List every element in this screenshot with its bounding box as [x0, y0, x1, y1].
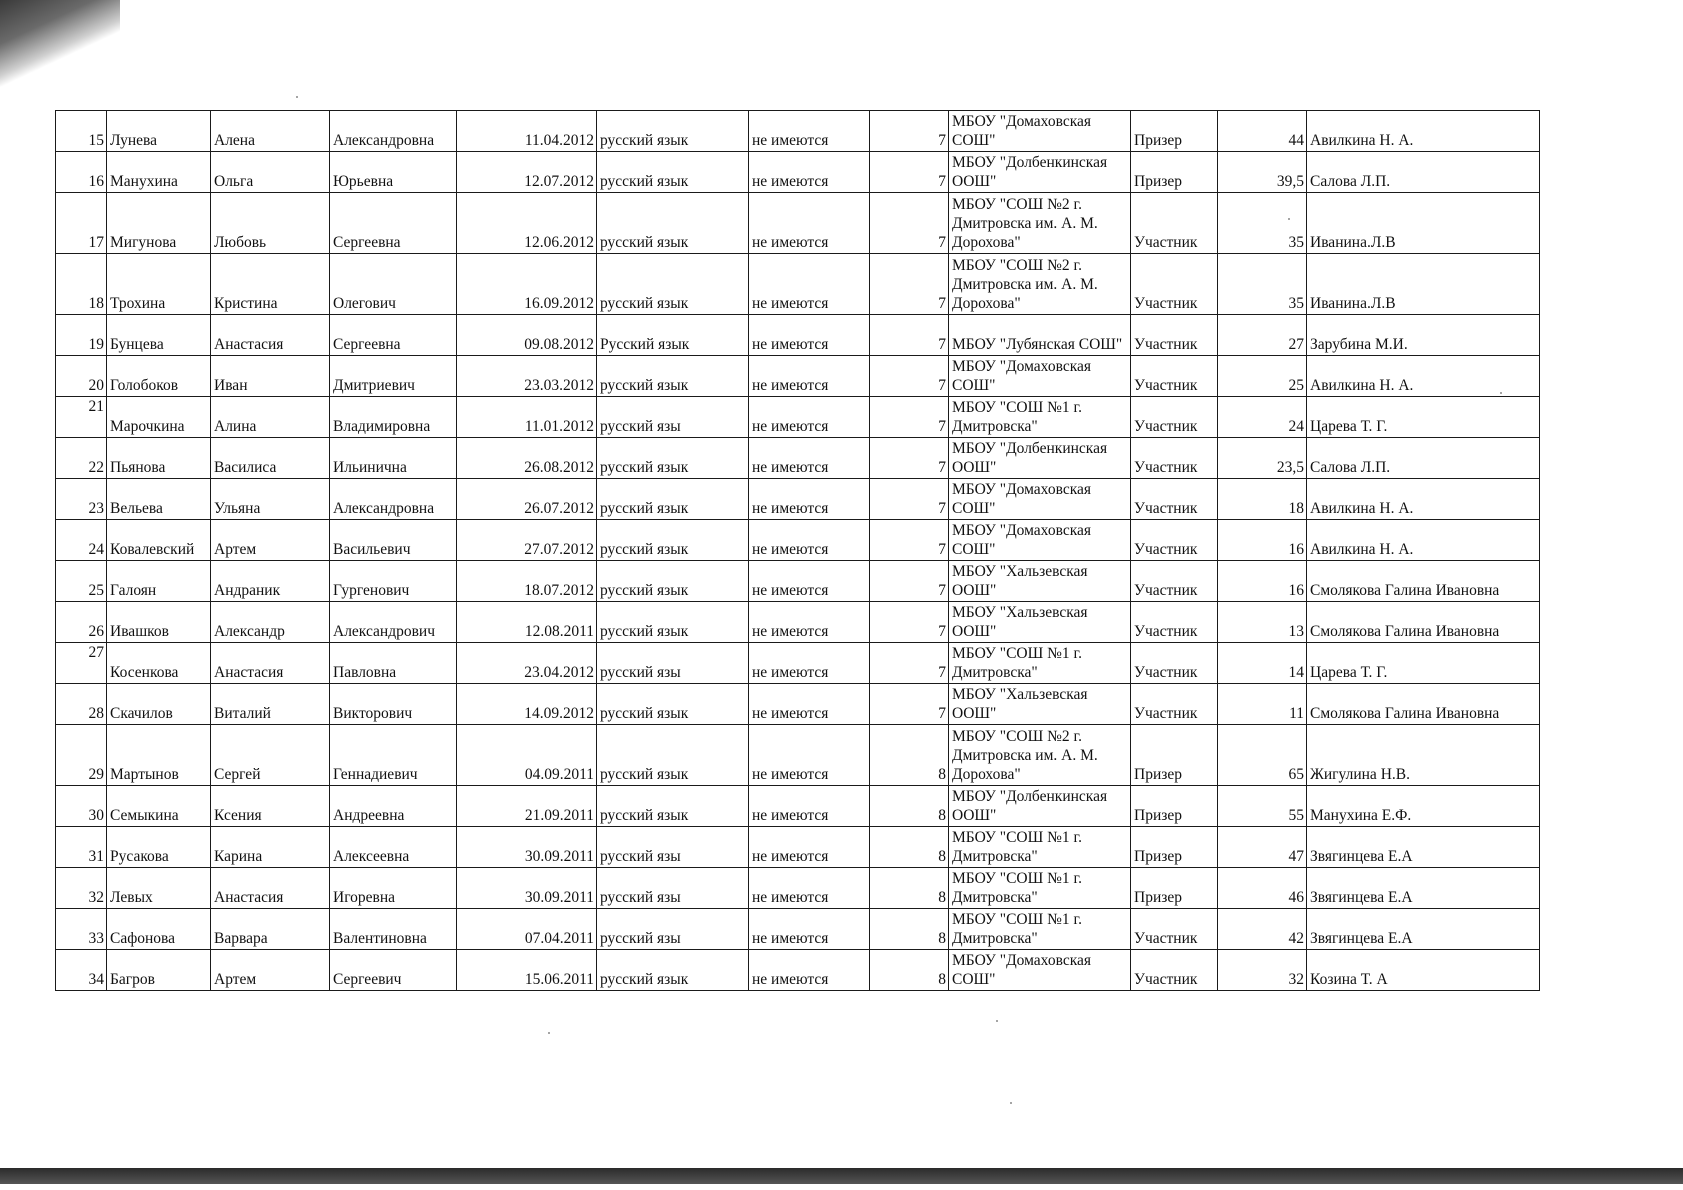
cell-school-name: МБОУ "Долбенкинская ООШ" — [949, 438, 1131, 479]
cell-score: 32 — [1218, 950, 1307, 991]
cell-school-name: МБОУ "Хальзевская ООШ" — [949, 684, 1131, 725]
cell-teacher-name: Авилкина Н. А. — [1307, 356, 1540, 397]
cell-birth-date: 23.03.2012 — [457, 356, 597, 397]
cell-subject: русский язы — [597, 909, 749, 950]
cell-school-name: МБОУ "Домаховская СОШ" — [949, 950, 1131, 991]
cell-first-name: Алина — [211, 397, 330, 438]
table-row — [56, 786, 1540, 827]
cell-result-status: Участник — [1131, 438, 1218, 479]
scan-speck — [296, 96, 298, 98]
participants-table — [55, 110, 1540, 991]
table-row — [56, 254, 1540, 315]
table-row — [56, 950, 1540, 991]
cell-first-name: Кристина — [211, 254, 330, 315]
cell-grade: 8 — [870, 868, 949, 909]
cell-grade: 8 — [870, 786, 949, 827]
cell-first-name: Сергей — [211, 725, 330, 786]
cell-last-name: Вельева — [107, 479, 211, 520]
cell-school-name: МБОУ "Домаховская СОШ" — [949, 356, 1131, 397]
cell-teacher-name: Смолякова Галина Ивановна — [1307, 684, 1540, 725]
cell-score: 16 — [1218, 520, 1307, 561]
cell-row-number: 18 — [56, 254, 107, 315]
cell-patronymic: Александровна — [330, 111, 457, 152]
cell-result-status: Призер — [1131, 725, 1218, 786]
cell-score: 44 — [1218, 111, 1307, 152]
cell-first-name: Анастасия — [211, 643, 330, 684]
cell-last-name: Голобоков — [107, 356, 211, 397]
table-row — [56, 684, 1540, 725]
scan-speck — [1010, 1102, 1012, 1104]
cell-patronymic: Сергеевна — [330, 315, 457, 356]
cell-grade: 8 — [870, 827, 949, 868]
cell-birth-date: 11.04.2012 — [457, 111, 597, 152]
cell-grade: 8 — [870, 909, 949, 950]
cell-score: 47 — [1218, 827, 1307, 868]
cell-grade: 7 — [870, 397, 949, 438]
cell-subject: русский язык — [597, 684, 749, 725]
table-row — [56, 827, 1540, 868]
cell-grade: 7 — [870, 479, 949, 520]
cell-disability-status: не имеются — [749, 520, 870, 561]
cell-birth-date: 11.01.2012 — [457, 397, 597, 438]
cell-row-number: 17 — [56, 193, 107, 254]
cell-birth-date: 16.09.2012 — [457, 254, 597, 315]
cell-teacher-name: Авилкина Н. А. — [1307, 479, 1540, 520]
cell-disability-status: не имеются — [749, 479, 870, 520]
cell-teacher-name: Звягинцева Е.А — [1307, 868, 1540, 909]
cell-birth-date: 21.09.2011 — [457, 786, 597, 827]
cell-result-status: Участник — [1131, 315, 1218, 356]
table-row — [56, 438, 1540, 479]
cell-last-name: Ивашков — [107, 602, 211, 643]
cell-last-name: Сафонова — [107, 909, 211, 950]
cell-result-status: Участник — [1131, 643, 1218, 684]
scan-bottom-edge — [0, 1168, 1683, 1184]
cell-disability-status: не имеются — [749, 909, 870, 950]
cell-row-number: 27 — [56, 643, 107, 684]
cell-patronymic: Ильинична — [330, 438, 457, 479]
cell-last-name: Левых — [107, 868, 211, 909]
cell-score: 23,5 — [1218, 438, 1307, 479]
cell-grade: 7 — [870, 193, 949, 254]
cell-grade: 7 — [870, 684, 949, 725]
cell-school-name: МБОУ "Домаховская СОШ" — [949, 479, 1131, 520]
cell-subject: русский язык — [597, 438, 749, 479]
table-row — [56, 152, 1540, 193]
cell-first-name: Анастасия — [211, 315, 330, 356]
cell-patronymic: Викторович — [330, 684, 457, 725]
cell-teacher-name: Авилкина Н. А. — [1307, 520, 1540, 561]
cell-school-name: МБОУ "Домаховская СОШ" — [949, 520, 1131, 561]
cell-subject: русский язы — [597, 643, 749, 684]
cell-result-status: Участник — [1131, 602, 1218, 643]
cell-score: 11 — [1218, 684, 1307, 725]
cell-row-number: 15 — [56, 111, 107, 152]
cell-last-name: Русакова — [107, 827, 211, 868]
cell-birth-date: 14.09.2012 — [457, 684, 597, 725]
cell-result-status: Призер — [1131, 111, 1218, 152]
scan-speck — [548, 1032, 550, 1034]
cell-row-number: 25 — [56, 561, 107, 602]
cell-score: 42 — [1218, 909, 1307, 950]
cell-birth-date: 27.07.2012 — [457, 520, 597, 561]
cell-grade: 7 — [870, 602, 949, 643]
cell-disability-status: не имеются — [749, 356, 870, 397]
cell-score: 65 — [1218, 725, 1307, 786]
cell-patronymic: Юрьевна — [330, 152, 457, 193]
cell-disability-status: не имеются — [749, 193, 870, 254]
cell-school-name: МБОУ "СОШ №2 г. Дмитровска им. А. М. Дорохова" — [949, 254, 1131, 315]
cell-subject: русский язык — [597, 152, 749, 193]
cell-subject: русский язык — [597, 725, 749, 786]
cell-score: 18 — [1218, 479, 1307, 520]
cell-first-name: Андраник — [211, 561, 330, 602]
cell-subject: русский язык — [597, 193, 749, 254]
cell-score: 24 — [1218, 397, 1307, 438]
cell-teacher-name: Авилкина Н. А. — [1307, 111, 1540, 152]
cell-row-number: 22 — [56, 438, 107, 479]
cell-teacher-name: Зарубина М.И. — [1307, 315, 1540, 356]
cell-first-name: Александр — [211, 602, 330, 643]
cell-grade: 7 — [870, 254, 949, 315]
cell-disability-status: не имеются — [749, 111, 870, 152]
cell-patronymic: Павловна — [330, 643, 457, 684]
table-row — [56, 602, 1540, 643]
cell-disability-status: не имеются — [749, 684, 870, 725]
cell-first-name: Ксения — [211, 786, 330, 827]
cell-first-name: Ульяна — [211, 479, 330, 520]
cell-row-number: 21 — [56, 397, 107, 438]
cell-teacher-name: Иванина.Л.В — [1307, 193, 1540, 254]
cell-first-name: Артем — [211, 950, 330, 991]
cell-first-name: Виталий — [211, 684, 330, 725]
table-row — [56, 397, 1540, 438]
cell-score: 46 — [1218, 868, 1307, 909]
cell-patronymic: Александрович — [330, 602, 457, 643]
cell-grade: 7 — [870, 520, 949, 561]
cell-grade: 7 — [870, 315, 949, 356]
scan-page-corner-shadow — [0, 0, 120, 90]
cell-patronymic: Алексеевна — [330, 827, 457, 868]
cell-patronymic: Сергеевич — [330, 950, 457, 991]
cell-subject: русский язы — [597, 397, 749, 438]
cell-disability-status: не имеются — [749, 438, 870, 479]
cell-last-name: Лунева — [107, 111, 211, 152]
table-row — [56, 909, 1540, 950]
cell-last-name: Ковалевский — [107, 520, 211, 561]
cell-patronymic: Владимировна — [330, 397, 457, 438]
table-row — [56, 643, 1540, 684]
cell-birth-date: 12.06.2012 — [457, 193, 597, 254]
cell-score: 39,5 — [1218, 152, 1307, 193]
cell-result-status: Участник — [1131, 356, 1218, 397]
cell-result-status: Призер — [1131, 827, 1218, 868]
cell-row-number: 26 — [56, 602, 107, 643]
cell-last-name: Манухина — [107, 152, 211, 193]
cell-result-status: Участник — [1131, 909, 1218, 950]
cell-teacher-name: Царева Т. Г. — [1307, 643, 1540, 684]
cell-patronymic: Дмитриевич — [330, 356, 457, 397]
cell-row-number: 34 — [56, 950, 107, 991]
cell-last-name: Марочкина — [107, 397, 211, 438]
cell-last-name: Багров — [107, 950, 211, 991]
cell-disability-status: не имеются — [749, 643, 870, 684]
cell-first-name: Алена — [211, 111, 330, 152]
cell-score: 27 — [1218, 315, 1307, 356]
cell-school-name: МБОУ "Лубянская СОШ" — [949, 315, 1131, 356]
cell-row-number: 33 — [56, 909, 107, 950]
cell-teacher-name: Царева Т. Г. — [1307, 397, 1540, 438]
table-row — [56, 111, 1540, 152]
cell-subject: русский язы — [597, 827, 749, 868]
cell-birth-date: 30.09.2011 — [457, 868, 597, 909]
cell-row-number: 29 — [56, 725, 107, 786]
cell-birth-date: 18.07.2012 — [457, 561, 597, 602]
table-row — [56, 479, 1540, 520]
cell-teacher-name: Смолякова Галина Ивановна — [1307, 561, 1540, 602]
cell-result-status: Призер — [1131, 868, 1218, 909]
cell-row-number: 32 — [56, 868, 107, 909]
cell-school-name: МБОУ "СОШ №1 г. Дмитровска" — [949, 397, 1131, 438]
cell-last-name: Мартынов — [107, 725, 211, 786]
cell-birth-date: 26.08.2012 — [457, 438, 597, 479]
cell-teacher-name: Жигулина Н.В. — [1307, 725, 1540, 786]
cell-subject: русский язык — [597, 561, 749, 602]
cell-last-name: Косенкова — [107, 643, 211, 684]
cell-row-number: 31 — [56, 827, 107, 868]
cell-school-name: МБОУ "Хальзевская ООШ" — [949, 561, 1131, 602]
cell-patronymic: Васильевич — [330, 520, 457, 561]
cell-score: 35 — [1218, 254, 1307, 315]
cell-score: 14 — [1218, 643, 1307, 684]
cell-score: 25 — [1218, 356, 1307, 397]
cell-disability-status: не имеются — [749, 827, 870, 868]
cell-teacher-name: Звягинцева Е.А — [1307, 909, 1540, 950]
cell-disability-status: не имеются — [749, 254, 870, 315]
cell-first-name: Любовь — [211, 193, 330, 254]
cell-teacher-name: Манухина Е.Ф. — [1307, 786, 1540, 827]
cell-row-number: 20 — [56, 356, 107, 397]
cell-school-name: МБОУ "СОШ №2 г. Дмитровска им. А. М. Дорохова" — [949, 725, 1131, 786]
cell-disability-status: не имеются — [749, 786, 870, 827]
cell-result-status: Участник — [1131, 684, 1218, 725]
cell-patronymic: Геннадиевич — [330, 725, 457, 786]
cell-grade: 7 — [870, 438, 949, 479]
cell-row-number: 28 — [56, 684, 107, 725]
cell-subject: русский язык — [597, 602, 749, 643]
participants-table-body — [56, 111, 1540, 991]
cell-teacher-name: Иванина.Л.В — [1307, 254, 1540, 315]
cell-subject: русский язы — [597, 868, 749, 909]
cell-grade: 7 — [870, 152, 949, 193]
cell-score: 55 — [1218, 786, 1307, 827]
table-row — [56, 725, 1540, 786]
cell-birth-date: 09.08.2012 — [457, 315, 597, 356]
cell-last-name: Трохина — [107, 254, 211, 315]
scan-speck — [996, 1020, 998, 1022]
cell-result-status: Участник — [1131, 479, 1218, 520]
cell-school-name: МБОУ "СОШ №1 г. Дмитровска" — [949, 643, 1131, 684]
cell-birth-date: 26.07.2012 — [457, 479, 597, 520]
cell-teacher-name: Козина Т. А — [1307, 950, 1540, 991]
cell-grade: 8 — [870, 725, 949, 786]
cell-patronymic: Андреевна — [330, 786, 457, 827]
cell-grade: 7 — [870, 561, 949, 602]
cell-row-number: 19 — [56, 315, 107, 356]
cell-disability-status: не имеются — [749, 725, 870, 786]
table-row — [56, 561, 1540, 602]
cell-patronymic: Валентиновна — [330, 909, 457, 950]
cell-result-status: Призер — [1131, 786, 1218, 827]
cell-subject: русский язык — [597, 254, 749, 315]
cell-teacher-name: Смолякова Галина Ивановна — [1307, 602, 1540, 643]
cell-disability-status: не имеются — [749, 950, 870, 991]
cell-score: 16 — [1218, 561, 1307, 602]
cell-disability-status: не имеются — [749, 868, 870, 909]
cell-school-name: МБОУ "Домаховская СОШ" — [949, 111, 1131, 152]
cell-school-name: МБОУ "СОШ №2 г. Дмитровска им. А. М. Дорохова" — [949, 193, 1131, 254]
cell-first-name: Варвара — [211, 909, 330, 950]
cell-subject: русский язык — [597, 786, 749, 827]
cell-first-name: Ольга — [211, 152, 330, 193]
cell-school-name: МБОУ "Долбенкинская ООШ" — [949, 786, 1131, 827]
cell-last-name: Скачилов — [107, 684, 211, 725]
cell-teacher-name: Звягинцева Е.А — [1307, 827, 1540, 868]
cell-result-status: Участник — [1131, 950, 1218, 991]
cell-last-name: Бунцева — [107, 315, 211, 356]
cell-subject: русский язык — [597, 479, 749, 520]
cell-first-name: Артем — [211, 520, 330, 561]
cell-grade: 7 — [870, 356, 949, 397]
cell-patronymic: Гургенович — [330, 561, 457, 602]
cell-first-name: Василиса — [211, 438, 330, 479]
cell-first-name: Анастасия — [211, 868, 330, 909]
table-row — [56, 520, 1540, 561]
cell-result-status: Участник — [1131, 193, 1218, 254]
cell-patronymic: Игоревна — [330, 868, 457, 909]
cell-grade: 8 — [870, 950, 949, 991]
cell-disability-status: не имеются — [749, 152, 870, 193]
cell-disability-status: не имеются — [749, 397, 870, 438]
table-row — [56, 315, 1540, 356]
cell-result-status: Участник — [1131, 561, 1218, 602]
cell-result-status: Участник — [1131, 520, 1218, 561]
cell-school-name: МБОУ "СОШ №1 г. Дмитровска" — [949, 827, 1131, 868]
cell-subject: русский язык — [597, 111, 749, 152]
cell-last-name: Пьянова — [107, 438, 211, 479]
cell-disability-status: не имеются — [749, 315, 870, 356]
table-row — [56, 193, 1540, 254]
cell-row-number: 24 — [56, 520, 107, 561]
cell-birth-date: 23.04.2012 — [457, 643, 597, 684]
cell-last-name: Мигунова — [107, 193, 211, 254]
cell-birth-date: 04.09.2011 — [457, 725, 597, 786]
cell-school-name: МБОУ "СОШ №1 г. Дмитровска" — [949, 909, 1131, 950]
cell-school-name: МБОУ "СОШ №1 г. Дмитровска" — [949, 868, 1131, 909]
cell-subject: русский язык — [597, 356, 749, 397]
cell-patronymic: Олегович — [330, 254, 457, 315]
cell-first-name: Иван — [211, 356, 330, 397]
cell-birth-date: 07.04.2011 — [457, 909, 597, 950]
cell-first-name: Карина — [211, 827, 330, 868]
table-row — [56, 868, 1540, 909]
cell-grade: 7 — [870, 643, 949, 684]
cell-birth-date: 30.09.2011 — [457, 827, 597, 868]
cell-school-name: МБОУ "Долбенкинская ООШ" — [949, 152, 1131, 193]
cell-patronymic: Сергеевна — [330, 193, 457, 254]
cell-subject: русский язык — [597, 520, 749, 561]
cell-result-status: Участник — [1131, 397, 1218, 438]
cell-teacher-name: Салова Л.П. — [1307, 152, 1540, 193]
cell-subject: Русский язык — [597, 315, 749, 356]
cell-result-status: Призер — [1131, 152, 1218, 193]
cell-birth-date: 12.08.2011 — [457, 602, 597, 643]
cell-disability-status: не имеются — [749, 602, 870, 643]
cell-disability-status: не имеются — [749, 561, 870, 602]
cell-teacher-name: Салова Л.П. — [1307, 438, 1540, 479]
cell-birth-date: 15.06.2011 — [457, 950, 597, 991]
cell-patronymic: Александровна — [330, 479, 457, 520]
cell-subject: русский язык — [597, 950, 749, 991]
cell-row-number: 23 — [56, 479, 107, 520]
cell-grade: 7 — [870, 111, 949, 152]
cell-score: 13 — [1218, 602, 1307, 643]
cell-birth-date: 12.07.2012 — [457, 152, 597, 193]
table-row — [56, 356, 1540, 397]
cell-result-status: Участник — [1131, 254, 1218, 315]
cell-school-name: МБОУ "Хальзевская ООШ" — [949, 602, 1131, 643]
cell-last-name: Галоян — [107, 561, 211, 602]
cell-last-name: Семыкина — [107, 786, 211, 827]
cell-score: 35 — [1218, 193, 1307, 254]
cell-row-number: 30 — [56, 786, 107, 827]
cell-row-number: 16 — [56, 152, 107, 193]
